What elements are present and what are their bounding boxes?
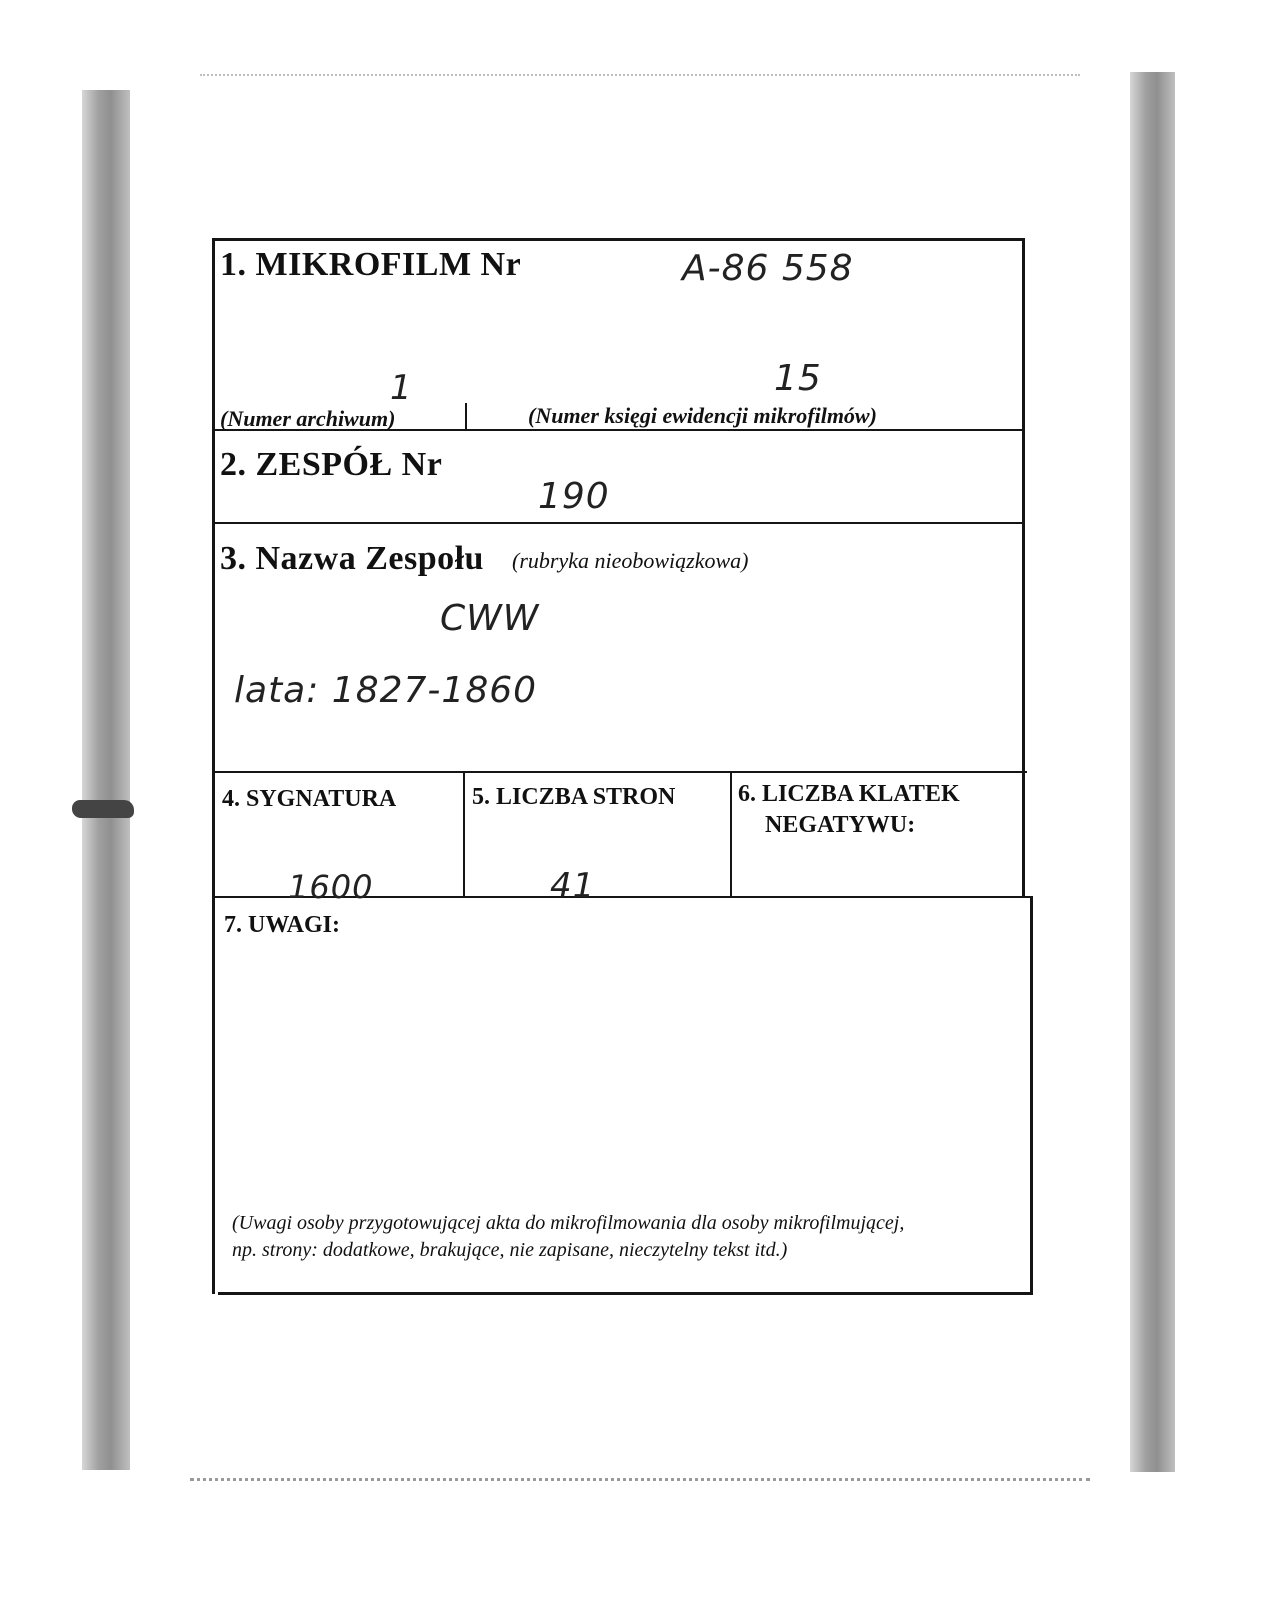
field7-title: 7. UWAGI: bbox=[224, 912, 341, 938]
field2-fonds-number: 190 bbox=[538, 476, 610, 517]
divider-col-4-5 bbox=[463, 773, 465, 897]
form-border-left bbox=[212, 238, 215, 1294]
page-edge-top bbox=[200, 74, 1080, 76]
field1-microfilm-number: A-86 558 bbox=[682, 248, 854, 289]
field4-title: 4. SYGNATURA bbox=[222, 786, 397, 812]
field1-title: 1. MIKROFILM Nr bbox=[220, 246, 522, 283]
field3-title: 3. Nazwa Zespołu bbox=[220, 540, 484, 577]
field3-title-note: (rubryka nieobowiązkowa) bbox=[512, 548, 749, 573]
scan-shadow-right bbox=[1130, 72, 1175, 1472]
field7-note-line2: np. strony: dodatkowe, brakujące, nie zapisane, nieczytelny tekst itd.) bbox=[232, 1239, 788, 1261]
field4-signature-value: 1600 bbox=[288, 868, 374, 906]
field7-note bbox=[232, 1210, 1052, 1264]
divider-col-5-6 bbox=[730, 773, 732, 897]
field2-title: 2. ZESPÓŁ Nr bbox=[220, 446, 443, 483]
field5-title: 5. LICZBA STRON bbox=[472, 784, 676, 810]
page-edge-bottom bbox=[190, 1478, 1090, 1481]
field5-page-count: 41 bbox=[550, 866, 596, 906]
field1-archive-number: 1 bbox=[390, 368, 413, 408]
field1-archive-label: (Numer archiwum) bbox=[220, 406, 396, 431]
form-border-bottom bbox=[218, 1292, 1033, 1295]
divider-row2 bbox=[212, 522, 1025, 524]
field3-years: lata: 1827-1860 bbox=[234, 670, 538, 711]
divider-row3 bbox=[212, 771, 1027, 773]
divider-sub-field1 bbox=[465, 403, 467, 431]
form-border-right bbox=[1022, 238, 1025, 898]
binder-clip-mark bbox=[72, 800, 134, 818]
field1-register-label: (Numer księgi ewidencji mikrofilmów) bbox=[528, 403, 877, 428]
field7-note-line1: (Uwagi osoby przygotowującej akta do mikrofilmowania dla osoby mikrofilmującej, bbox=[232, 1212, 905, 1234]
field1-register-number: 15 bbox=[774, 358, 822, 399]
field3-fonds-name: CWW bbox=[440, 598, 540, 639]
form-border-top bbox=[212, 238, 1024, 241]
field6-title-line1: 6. LICZBA KLATEK bbox=[738, 781, 960, 807]
scan-shadow-left bbox=[82, 90, 130, 1470]
field6-title-line2: NEGATYWU: bbox=[765, 812, 916, 838]
